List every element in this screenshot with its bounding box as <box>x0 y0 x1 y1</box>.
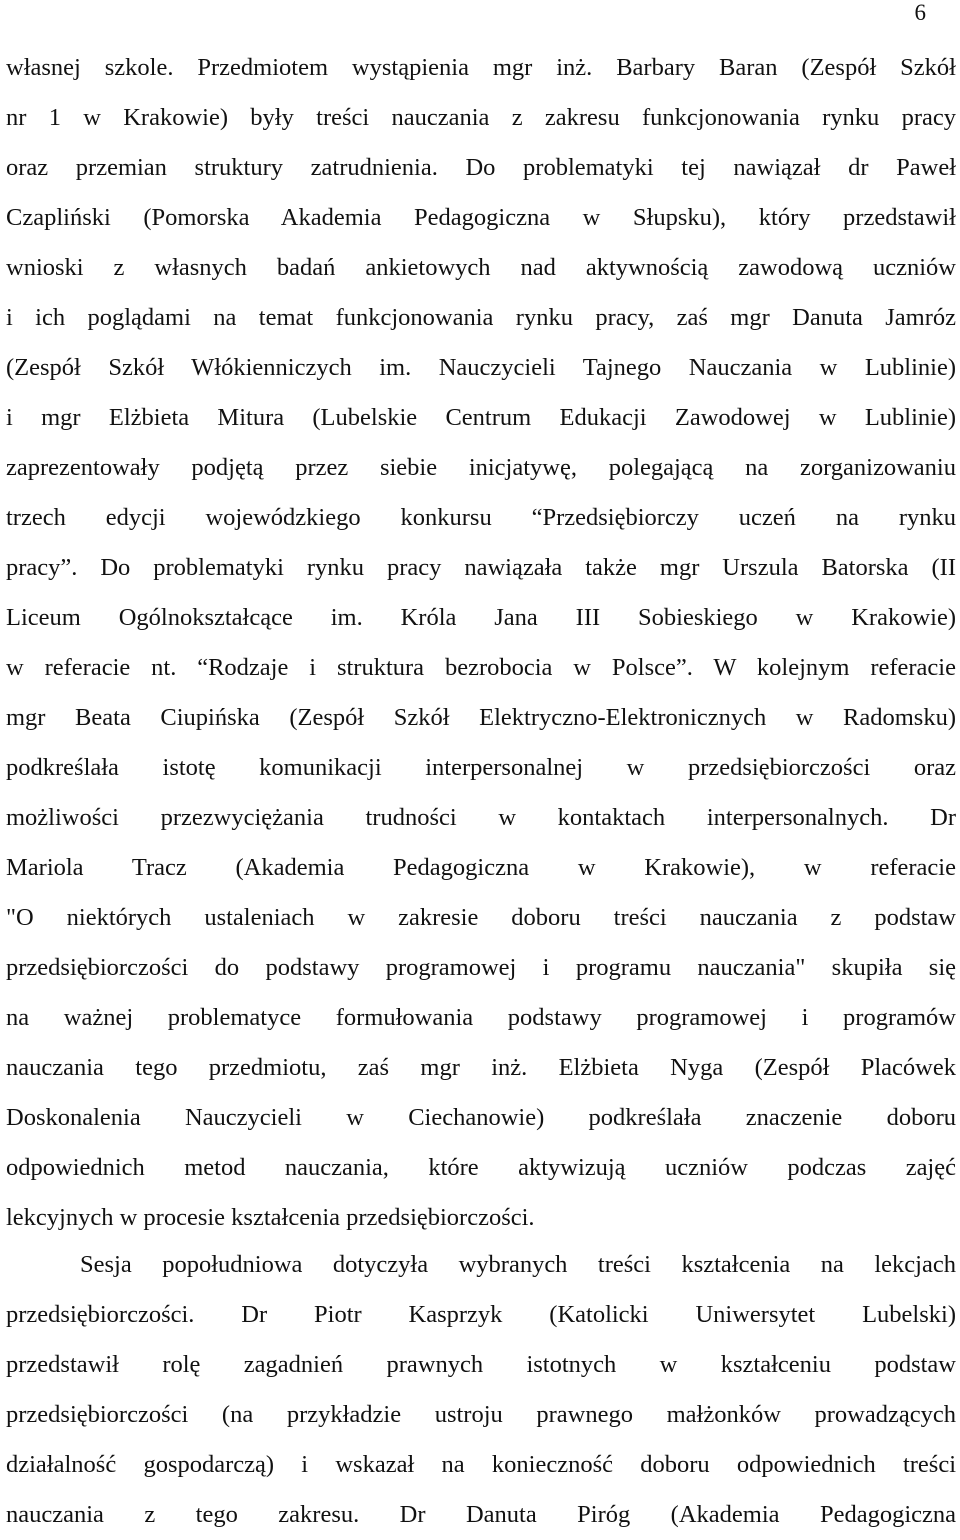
text-line: (Zespół Szkół Włókienniczych im. Nauczycieli Tajnego Nauczania w Lublinie) <box>6 354 956 381</box>
text-line: wnioski z własnych badań ankietowych nad aktywnością zawodową uczniów <box>6 254 956 281</box>
text-line: nauczania z tego zakresu. Dr Danuta Piróg (Akademia Pedagogiczna <box>6 1501 956 1528</box>
text-line: działalność gospodarczą) i wskazał na konieczność doboru odpowiednich treści <box>6 1451 956 1478</box>
text-line: przedstawił rolę zagadnień prawnych istotnych w kształceniu podstaw <box>6 1351 956 1378</box>
text-line: zaprezentowały podjętą przez siebie inicjatywę, polegającą na zorganizowaniu <box>6 454 956 481</box>
text-line: trzech edycji wojewódzkiego konkursu “Przedsiębiorczy uczeń na rynku <box>6 504 956 531</box>
text-line: Doskonalenia Nauczycieli w Ciechanowie) podkreślała znaczenie doboru <box>6 1104 956 1131</box>
text-line: pracy”. Do problematyki rynku pracy nawiązała także mgr Urszula Batorska (II <box>6 554 956 581</box>
text-line: lekcyjnych w procesie kształcenia przedsiębiorczości. <box>6 1204 535 1231</box>
text-line: mgr Beata Ciupińska (Zespół Szkół Elektryczno-Elektronicznych w Radomsku) <box>6 704 956 731</box>
text-line: i ich poglądami na temat funkcjonowania rynku pracy, zaś mgr Danuta Jamróz <box>6 304 956 331</box>
text-line: Liceum Ogólnokształcące im. Króla Jana III Sobieskiego w Krakowie) <box>6 604 956 631</box>
text-line: odpowiednich metod nauczania, które aktywizują uczniów podczas zajęć <box>6 1154 956 1181</box>
text-line: możliwości przezwyciężania trudności w kontaktach interpersonalnych. Dr <box>6 804 956 831</box>
text-line: Czapliński (Pomorska Akademia Pedagogiczna w Słupsku), który przedstawił <box>6 204 956 231</box>
text-line: własnej szkole. Przedmiotem wystąpienia mgr inż. Barbary Baran (Zespół Szkół <box>6 54 956 81</box>
text-line: przedsiębiorczości. Dr Piotr Kasprzyk (Katolicki Uniwersytet Lubelski) <box>6 1301 956 1328</box>
paragraph-1 <box>6 43 956 1243</box>
text-line: i mgr Elżbieta Mitura (Lubelskie Centrum Edukacji Zawodowej w Lublinie) <box>6 404 956 431</box>
text-line: przedsiębiorczości do podstawy programowej i programu nauczania" skupiła się <box>6 954 956 981</box>
text-line: "O niektórych ustaleniach w zakresie doboru treści nauczania z podstaw <box>6 904 956 931</box>
text-line: na ważnej problematyce formułowania podstawy programowej i programów <box>6 1004 956 1031</box>
text-line: oraz przemian struktury zatrudnienia. Do problematyki tej nawiązał dr Paweł <box>6 154 956 181</box>
text-line: Sesja popołudniowa dotyczyła wybranych treści kształcenia na lekcjach <box>80 1251 956 1278</box>
text-line: w referacie nt. “Rodzaje i struktura bezrobocia w Polsce”. W kolejnym referacie <box>6 654 956 681</box>
text-line: nr 1 w Krakowie) były treści nauczania z zakresu funkcjonowania rynku pracy <box>6 104 956 131</box>
paragraph-2 <box>6 1240 956 1540</box>
text-line: podkreślała istotę komunikacji interpersonalnej w przedsiębiorczości oraz <box>6 754 956 781</box>
text-line: przedsiębiorczości (na przykładzie ustroju prawnego małżonków prowadzących <box>6 1401 956 1428</box>
text-line: Mariola Tracz (Akademia Pedagogiczna w Krakowie), w referacie <box>6 854 956 881</box>
page-number: 6 <box>914 0 926 25</box>
text-line: nauczania tego przedmiotu, zaś mgr inż. Elżbieta Nyga (Zespół Placówek <box>6 1054 956 1081</box>
